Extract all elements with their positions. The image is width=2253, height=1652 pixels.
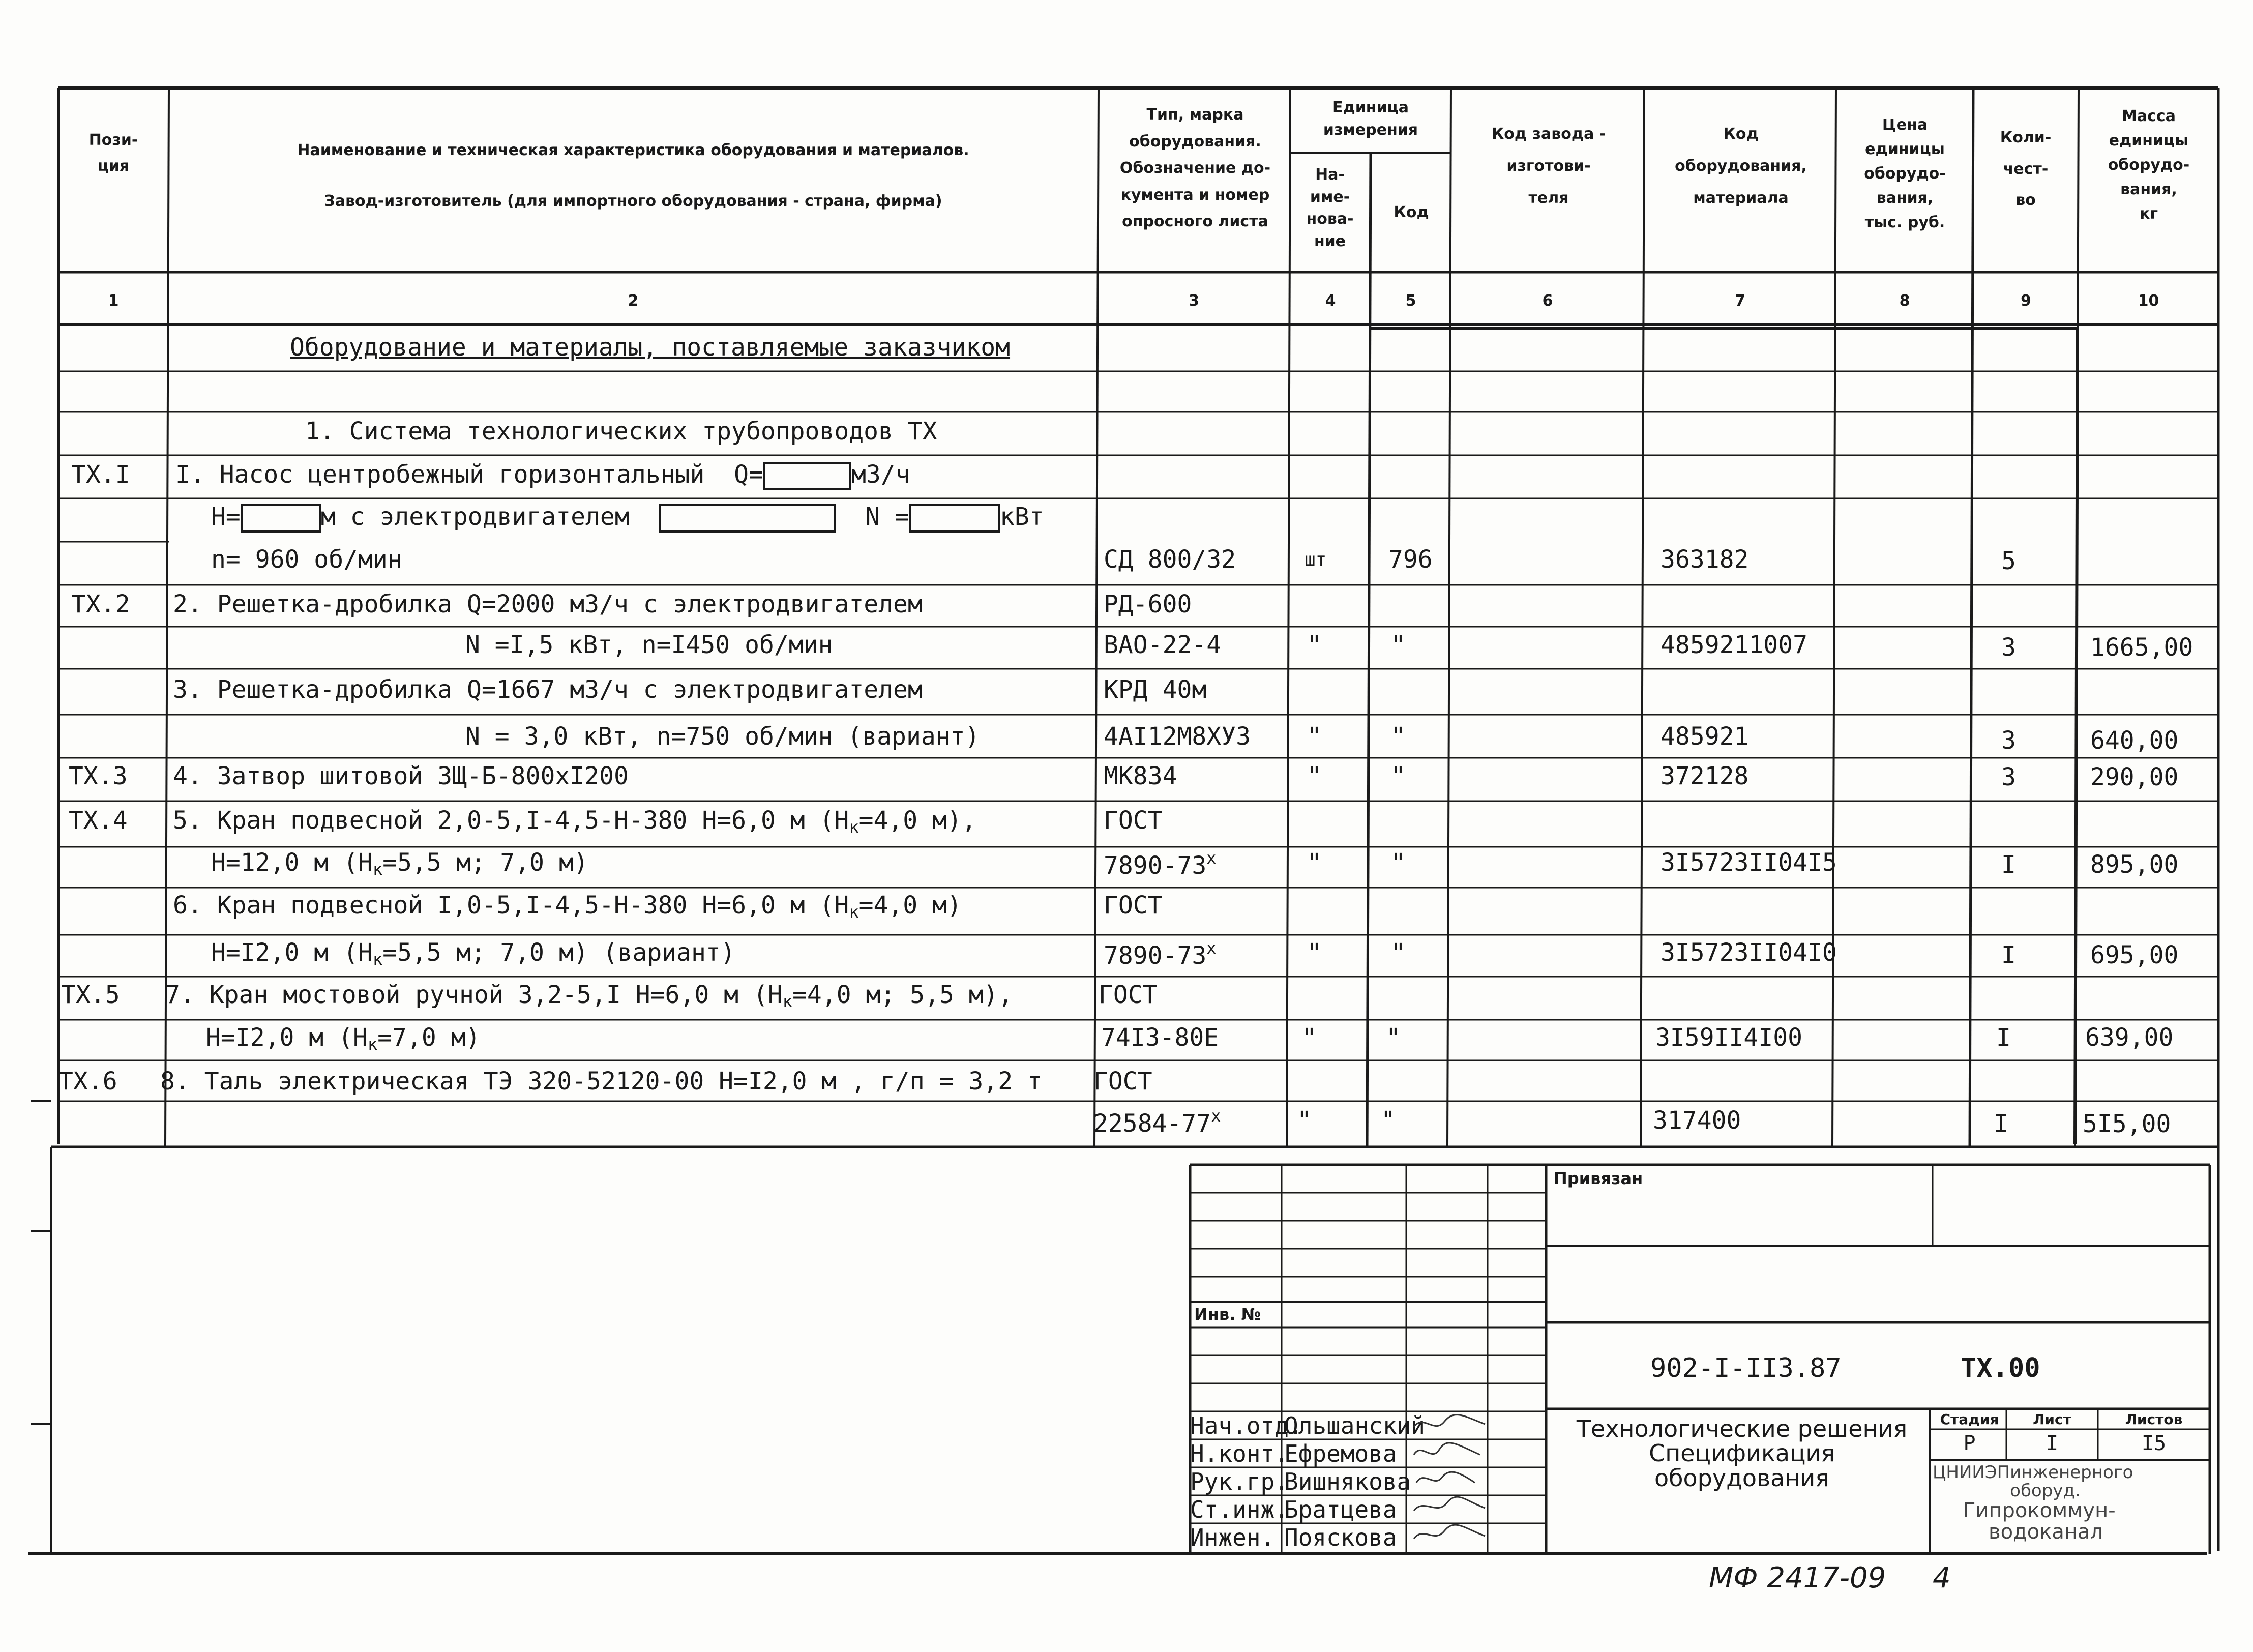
org-line1: ЦНИИЭП bbox=[1933, 1462, 2010, 1483]
table-row bbox=[175, 460, 910, 490]
row-code: 363182 bbox=[1661, 545, 1749, 574]
header-mass: Масса единицы оборудо- вания, кг bbox=[2108, 107, 2190, 223]
pos-tx6: ТХ.6 bbox=[58, 1067, 117, 1096]
row-qty: I bbox=[2001, 941, 2016, 969]
table-row bbox=[1093, 1106, 1221, 1138]
pos-tx2: ТХ.2 bbox=[71, 590, 130, 618]
row-name: 7. Кран мостовой ручной 3,2-5,I Н=6,0 м (Н bbox=[165, 981, 783, 1009]
pos-tx5: ТХ.5 bbox=[61, 981, 120, 1009]
sheet-code: ТХ.00 bbox=[1961, 1353, 2040, 1383]
row-name-tail: =4,0 м) bbox=[858, 891, 962, 920]
row-name-tail: =5,5 м; 7,0 м) bbox=[382, 848, 588, 877]
row-type-sup: х bbox=[1211, 1106, 1221, 1126]
staff-role: Ст.инж. bbox=[1190, 1496, 1289, 1523]
row-type: ГОСТ bbox=[1104, 806, 1163, 835]
row-type: ГОСТ bbox=[1099, 981, 1158, 1009]
row-name-tail: =7,0 м) bbox=[377, 1023, 481, 1052]
row-name-tail: =4,0 м), bbox=[858, 806, 976, 835]
row-name: 3. Решетка-дробилка Q=1667 м3/ч с электродвигателем bbox=[173, 675, 923, 704]
staff-name: Ольшанский bbox=[1284, 1412, 1425, 1439]
signatures bbox=[1409, 1411, 1490, 1554]
head-unit: м с электродвигателем bbox=[320, 503, 630, 531]
row-type-sup: х bbox=[1206, 848, 1217, 868]
head-input-box bbox=[241, 504, 321, 533]
row-code: 372128 bbox=[1661, 762, 1749, 790]
row-name-sub: к bbox=[372, 950, 383, 969]
stamp-inv-no: Инв. № bbox=[1194, 1305, 1261, 1324]
pos-tx1: ТХ.I bbox=[71, 460, 130, 489]
row-code: 4859211007 bbox=[1661, 631, 1807, 659]
staff-role: Инжен. bbox=[1190, 1524, 1275, 1551]
header-unit-name: На- име- нова- ние bbox=[1306, 166, 1354, 250]
row-type: ГОСТ bbox=[1104, 891, 1163, 920]
table-row bbox=[165, 981, 1013, 1011]
header-name-line2: Завод-изготовитель (для импортного оборудования - страна, фирма) bbox=[324, 192, 942, 210]
row-code: 3I59II4I00 bbox=[1655, 1023, 1802, 1052]
org-line2: инженерного оборуд. bbox=[2010, 1462, 2133, 1501]
row-name: Н=I2,0 м (Н bbox=[206, 1023, 368, 1052]
staff-role: Н.конт. bbox=[1190, 1440, 1289, 1467]
row-unit: " bbox=[1307, 848, 1322, 877]
row-type: 22584-77 bbox=[1093, 1109, 1211, 1138]
table-row bbox=[173, 891, 962, 922]
sheets-label: Листов bbox=[2125, 1411, 2183, 1428]
col-num-7: 7 bbox=[1735, 292, 1745, 310]
staff-name: Ефремова bbox=[1284, 1440, 1397, 1467]
power-input-box bbox=[909, 504, 1000, 533]
header-equipment-code: Код оборудования, материала bbox=[1675, 125, 1807, 207]
row-qty: 3 bbox=[2001, 763, 2016, 791]
flow-label: Q= bbox=[734, 460, 763, 489]
header-type: Тип, марка оборудования. Обозначение до- кумента и номер опросного листа bbox=[1119, 106, 1271, 230]
stamp-privyazan: Привязан bbox=[1554, 1169, 1643, 1188]
row-qty: 3 bbox=[2001, 633, 2016, 662]
row-type-sup: х bbox=[1206, 938, 1217, 958]
sheets-value: I5 bbox=[2141, 1432, 2167, 1455]
header-price: Цена единицы оборудо- вания, тыс. руб. bbox=[1864, 116, 1946, 231]
row-mass: 895,00 bbox=[2090, 850, 2179, 879]
row-name: N =I,5 кВт, n=I450 об/мин bbox=[465, 631, 833, 659]
row-qty: 5 bbox=[2001, 547, 2016, 575]
col-num-3: 3 bbox=[1189, 292, 1199, 310]
doc-code: 902-I-II3.87 bbox=[1650, 1353, 1842, 1383]
system-title: 1. Система технологических трубопроводов ТХ bbox=[305, 417, 937, 446]
row-name: 2. Решетка-дробилка Q=2000 м3/ч с электродвигателем bbox=[173, 590, 923, 618]
col-num-5: 5 bbox=[1405, 292, 1416, 310]
row-type: ГОСТ bbox=[1093, 1067, 1152, 1096]
row-type: 4AI12M8ХУЗ bbox=[1104, 722, 1251, 751]
row-code: 3I5723II04I5 bbox=[1661, 848, 1837, 877]
row-type: МК834 bbox=[1104, 762, 1177, 790]
row-name-sub: к bbox=[849, 817, 859, 837]
row-qty: I bbox=[1996, 1023, 2011, 1052]
row-unit: " bbox=[1307, 631, 1322, 659]
doc-title-line1: Технологические решения bbox=[1576, 1415, 1908, 1442]
row-unit: " bbox=[1307, 722, 1322, 751]
row-name-sub: к bbox=[372, 860, 383, 879]
doc-title-line2: Спецификация bbox=[1649, 1439, 1835, 1467]
row-name: Н=I2,0 м (Н bbox=[211, 938, 373, 967]
footer-page: 4 bbox=[1933, 1561, 1951, 1595]
stage-value: Р bbox=[1963, 1432, 1976, 1455]
row-unit-code: " bbox=[1391, 631, 1406, 659]
sheet-label: Лист bbox=[2033, 1411, 2071, 1428]
row-name: 5. Кран подвесной 2,0-5,I-4,5-Н-380 Н=6,0 м (Н bbox=[173, 806, 849, 835]
row-qty: I bbox=[2001, 850, 2016, 879]
staff-role: Рук.гр. bbox=[1190, 1468, 1289, 1495]
row-mass: 639,00 bbox=[2085, 1023, 2174, 1052]
row-type: 74I3-80Е bbox=[1101, 1023, 1219, 1052]
row-code: 317400 bbox=[1653, 1106, 1741, 1135]
col-num-9: 9 bbox=[2021, 292, 2031, 310]
power-unit: кВт bbox=[999, 503, 1044, 531]
motor-input-box bbox=[659, 504, 836, 533]
row-type: СД 800/32 bbox=[1104, 545, 1236, 574]
row-type: ВАО-22-4 bbox=[1104, 631, 1222, 659]
org-line4: водоканал bbox=[1989, 1520, 2103, 1544]
col-num-6: 6 bbox=[1542, 292, 1553, 310]
header-position: Пози- ция bbox=[88, 131, 138, 175]
row-unit-code: " bbox=[1391, 848, 1406, 877]
row-unit-code: " bbox=[1391, 762, 1406, 790]
row-unit-code: 796 bbox=[1388, 545, 1433, 574]
staff-role: Нач.отд. bbox=[1190, 1412, 1303, 1439]
col-num-10: 10 bbox=[2138, 292, 2159, 310]
footer-code: МФ 2417-09 bbox=[1709, 1561, 1886, 1595]
flow-unit: м3/ч bbox=[851, 460, 910, 489]
organization bbox=[1933, 1464, 2207, 1543]
row-mass: 290,00 bbox=[2090, 763, 2179, 791]
header-name-line1: Наименование и техническая характеристика оборудования и материалов. bbox=[297, 141, 969, 159]
row-name-sub: к bbox=[367, 1035, 378, 1054]
row-type: 7890-73 bbox=[1104, 851, 1207, 880]
pos-tx4: ТХ.4 bbox=[69, 806, 128, 835]
row-unit-code: " bbox=[1381, 1106, 1396, 1135]
table-row bbox=[211, 938, 735, 969]
pos-tx3: ТХ.3 bbox=[69, 762, 128, 790]
row-unit-code: " bbox=[1386, 1023, 1401, 1052]
stage-label: Стадия bbox=[1940, 1411, 1999, 1428]
staff-name: Пояскова bbox=[1284, 1524, 1397, 1551]
staff-name: Вишнякова bbox=[1284, 1468, 1411, 1495]
col-num-8: 8 bbox=[1899, 292, 1910, 310]
row-mass: 1665,00 bbox=[2090, 633, 2193, 662]
head-label: Н= bbox=[211, 503, 241, 531]
header-unit-code: Код bbox=[1394, 203, 1429, 221]
row-name: N = 3,0 кВт, n=750 об/мин (вариант) bbox=[465, 722, 980, 751]
table-row bbox=[211, 503, 1044, 533]
row-qty: 3 bbox=[2001, 726, 2016, 755]
row-name-sub: к bbox=[782, 992, 792, 1011]
table-row bbox=[206, 1023, 480, 1054]
col-num-4: 4 bbox=[1325, 292, 1336, 310]
table-row bbox=[1104, 938, 1217, 970]
table-row bbox=[211, 848, 588, 879]
row-name-tail: =5,5 м; 7,0 м) (вариант) bbox=[382, 938, 735, 967]
row-code: 485921 bbox=[1661, 722, 1749, 751]
table-row bbox=[173, 806, 976, 837]
sheet-value: I bbox=[2046, 1432, 2059, 1455]
row-unit-code: " bbox=[1391, 938, 1406, 967]
table-row bbox=[1104, 848, 1217, 880]
row-code: 3I5723II04I0 bbox=[1661, 938, 1837, 967]
row-type: КРД 40м bbox=[1104, 675, 1207, 704]
row-name: 6. Кран подвесной I,0-5,I-4,5-Н-380 Н=6,0 м (Н bbox=[173, 891, 849, 920]
row-mass: 640,00 bbox=[2090, 726, 2179, 755]
doc-title-line3: оборудования bbox=[1654, 1464, 1829, 1492]
row-name: 8. Таль электрическая ТЭ 320-52120-00 Н=I2,0 м , г/п = 3,2 т bbox=[160, 1067, 1042, 1096]
staff-name: Братцева bbox=[1284, 1496, 1397, 1523]
section-title: Оборудование и материалы, поставляемые заказчиком bbox=[290, 333, 1011, 362]
header-factory-code: Код завода - изготови- теля bbox=[1491, 125, 1606, 207]
col-num-2: 2 bbox=[628, 292, 639, 310]
row-unit-code: " bbox=[1391, 722, 1406, 751]
col-num-1: 1 bbox=[108, 292, 119, 310]
row-name: I. Насос центробежный горизонтальный bbox=[175, 460, 705, 489]
row-qty: I bbox=[1994, 1110, 2008, 1138]
row-type: РД-600 bbox=[1104, 590, 1192, 618]
header-quantity: Коли- чест- во bbox=[2000, 129, 2052, 209]
row-unit: " bbox=[1302, 1023, 1317, 1052]
row-unit: " bbox=[1297, 1106, 1312, 1135]
row-unit: " bbox=[1307, 762, 1322, 790]
row-name-tail: =4,0 м; 5,5 м), bbox=[792, 981, 1013, 1009]
row-unit: " bbox=[1307, 938, 1322, 967]
row-mass: 695,00 bbox=[2090, 941, 2179, 969]
header-unit-group: Единица измерения bbox=[1323, 99, 1418, 139]
row-type: 7890-73 bbox=[1104, 941, 1207, 970]
row-name: n= 960 об/мин bbox=[211, 545, 402, 574]
org-line3: Гипрокоммун- bbox=[1963, 1499, 2116, 1523]
flow-input-box bbox=[763, 462, 851, 490]
row-unit: шт bbox=[1305, 549, 1327, 570]
row-name-sub: к bbox=[849, 902, 859, 922]
power-label: N = bbox=[865, 503, 909, 531]
row-mass: 5I5,00 bbox=[2083, 1110, 2171, 1138]
doc-title bbox=[1556, 1417, 1928, 1490]
row-name: 4. Затвор шитовой ЗЩ-Б-800хI200 bbox=[173, 762, 629, 790]
row-name: Н=12,0 м (Н bbox=[211, 848, 373, 877]
